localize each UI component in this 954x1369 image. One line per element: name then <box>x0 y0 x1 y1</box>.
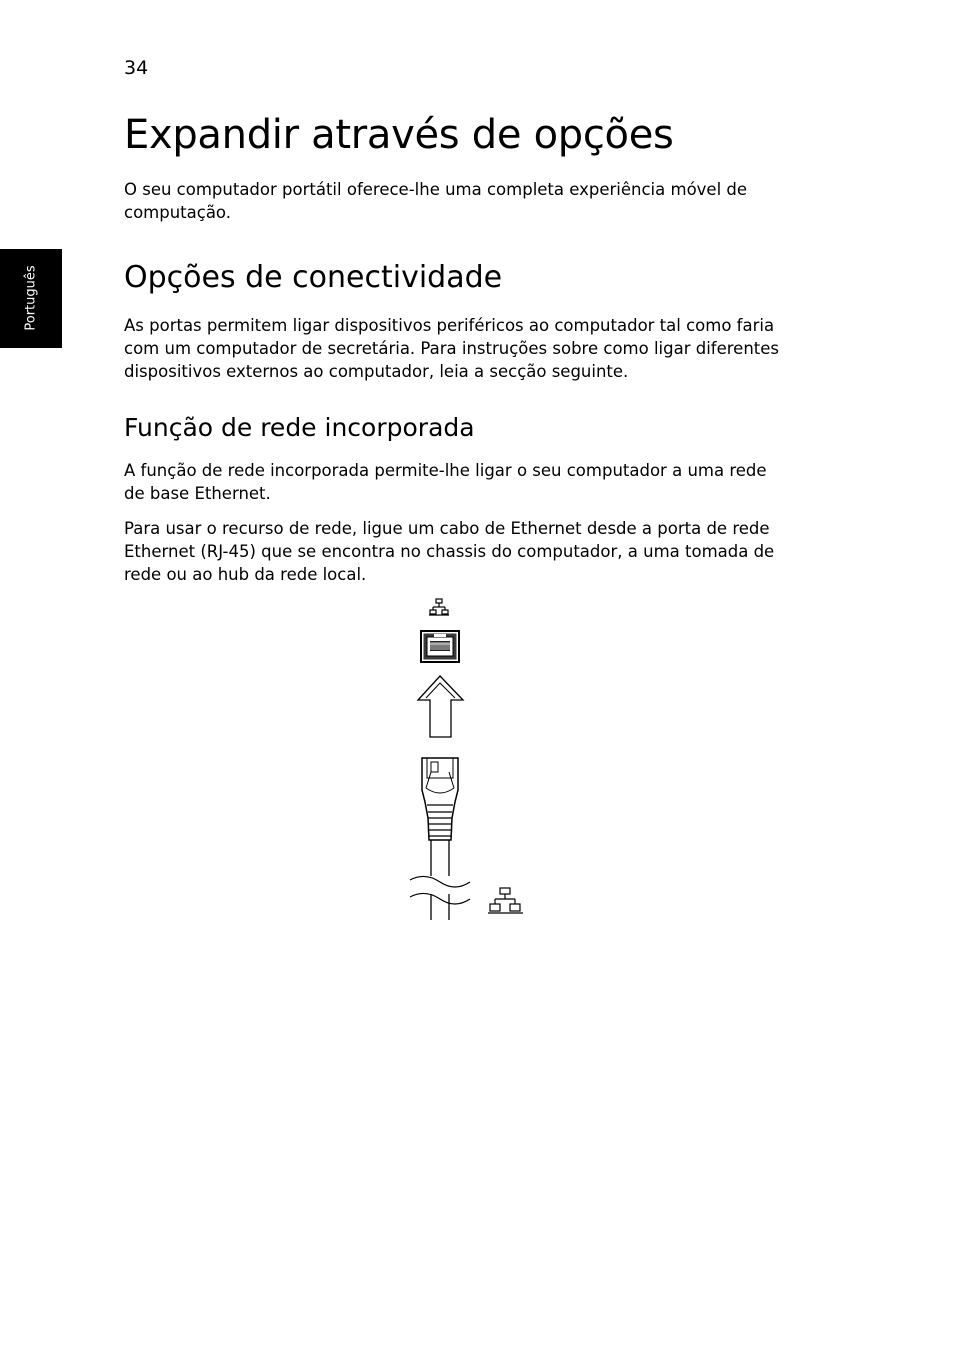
subsection-paragraph-1: A função de rede incorporada permite-lhe ligar o seu computador a uma rede de base Ethernet. <box>124 461 767 503</box>
rj45-plug-icon <box>422 758 458 840</box>
up-arrow-icon <box>418 676 463 737</box>
page-title: Expandir através de opções <box>124 112 674 158</box>
network-icon <box>488 888 523 913</box>
ethernet-cable-icon <box>410 840 470 920</box>
rj45-port-icon <box>421 631 459 662</box>
page-number: 34 <box>124 57 149 79</box>
subsection-paragraph-2: Para usar o recurso de rede, ligue um cabo de Ethernet desde a porta de rede Ethernet (RJ-45) que se encontra no chassis do computador, a uma tomada de rede ou ao hub da rede local. <box>124 519 775 584</box>
language-tab <box>0 249 62 348</box>
intro-paragraph: O seu computador portátil oferece-lhe uma completa experiência móvel de computação. <box>124 180 748 222</box>
network-icon <box>429 599 449 615</box>
ethernet-connection-illustration <box>400 592 540 927</box>
language-tab-label: Português <box>23 265 39 331</box>
section-paragraph: As portas permitem ligar dispositivos periféricos ao computador tal como faria com um computador de secretária. Para instruções sobre como ligar diferentes dispositivos externos ao computador, leia a secção seguinte. <box>124 316 779 381</box>
subsection-heading: Função de rede incorporada <box>124 413 475 442</box>
section-heading: Opções de conectividade <box>124 260 503 295</box>
